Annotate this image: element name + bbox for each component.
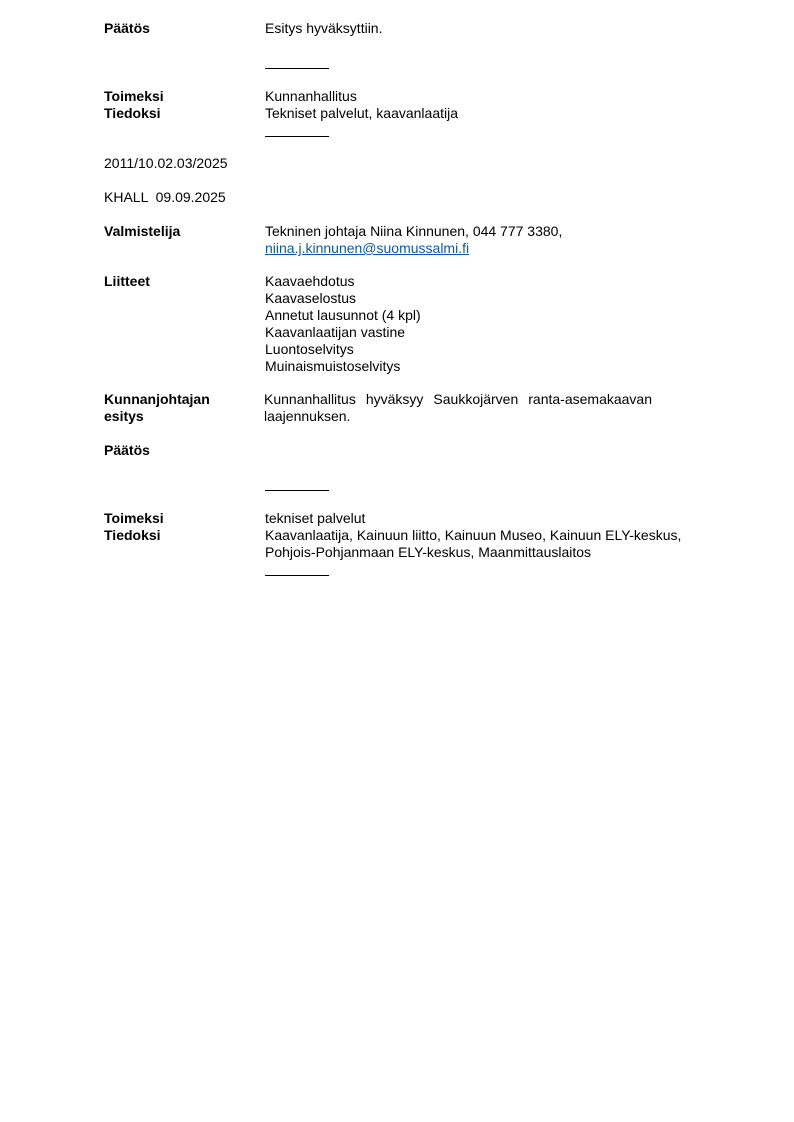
attachment-item: Kaavanlaatijan vastine — [265, 324, 406, 340]
separator-line — [265, 490, 329, 491]
proposal-label-line1: Kunnanjohtajan — [104, 391, 210, 407]
separator-line — [265, 575, 329, 576]
separator-line — [265, 136, 329, 137]
attachment-item: Muinaismuistoselvitys — [265, 358, 401, 374]
separator-line — [265, 68, 329, 69]
case-number: 2011/10.02.03/2025 — [104, 155, 228, 171]
tiedoksi-label: Tiedoksi — [104, 105, 161, 121]
attachments-label: Liitteet — [104, 273, 150, 289]
decision-label: Päätös — [104, 20, 150, 36]
attachment-item: Kaavaehdotus — [265, 273, 355, 289]
proposal-label-line2: esitys — [104, 408, 144, 424]
preparer-label: Valmistelija — [104, 223, 181, 239]
tiedoksi-value-line1: Kaavanlaatija, Kainuun liitto, Kainuun Museo, Kainuun ELY-keskus, — [265, 527, 682, 543]
meeting-date: KHALL 09.09.2025 — [104, 189, 226, 205]
decision-label: Päätös — [104, 442, 150, 458]
preparer-email-row — [265, 240, 469, 257]
preparer-text: Tekninen johtaja Niina Kinnunen, 044 777 3380, — [265, 223, 563, 239]
tiedoksi-value: Tekniset palvelut, kaavanlaatija — [265, 105, 459, 121]
attachment-item: Kaavaselostus — [265, 290, 357, 306]
decision-text: Esitys hyväksyttiin. — [265, 20, 383, 36]
preparer-email-link[interactable]: niina.j.kinnunen@suomussalmi.fi — [265, 240, 470, 256]
attachment-item: Luontoselvitys — [265, 341, 354, 357]
toimeksi-label: Toimeksi — [104, 510, 164, 526]
toimeksi-value: tekniset palvelut — [265, 510, 366, 526]
tiedoksi-label: Tiedoksi — [104, 527, 161, 543]
proposal-text-line1: Kunnanhallitus hyväksyy Saukkojärven ranta-asemakaavan — [264, 391, 652, 407]
proposal-text-line2: laajennuksen. — [264, 408, 351, 424]
tiedoksi-value-line2: Pohjois-Pohjanmaan ELY-keskus, Maanmittauslaitos — [265, 544, 592, 560]
toimeksi-value: Kunnanhallitus — [265, 88, 357, 104]
attachment-item: Annetut lausunnot (4 kpl) — [265, 307, 421, 323]
toimeksi-label: Toimeksi — [104, 88, 164, 104]
